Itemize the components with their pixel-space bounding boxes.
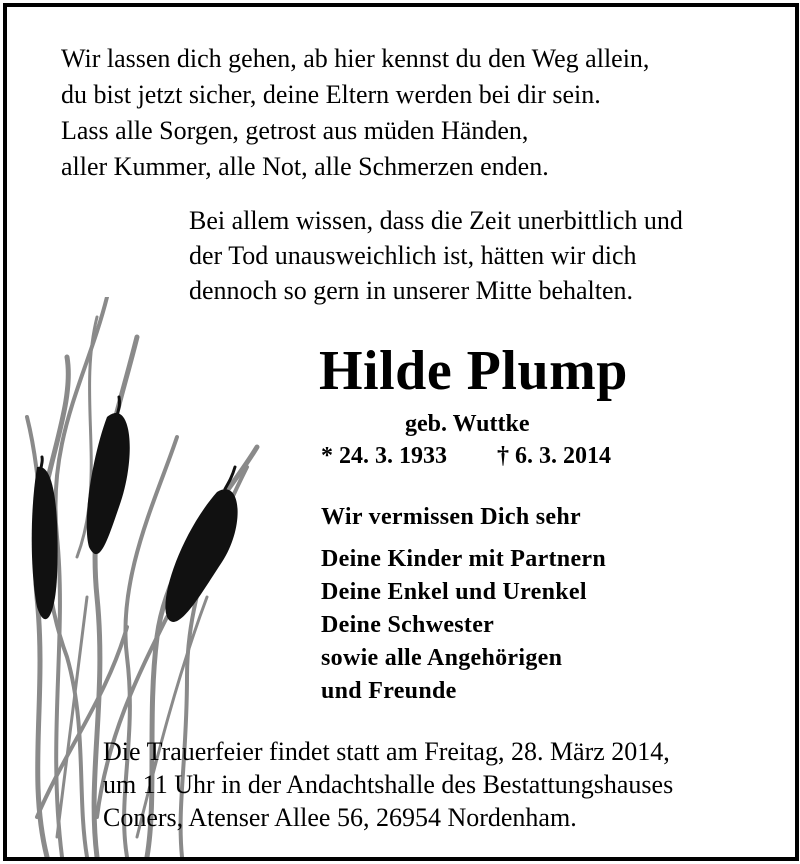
poem-line: aller Kummer, alle Not, alle Schmerzen enden. (61, 152, 549, 181)
mourners-list (321, 543, 606, 708)
mourner-line: sowie alle Angehörigen (321, 645, 563, 671)
birth-name: geb. Wuttke (405, 411, 530, 437)
mourner-line: und Freunde (321, 678, 457, 704)
birth-date: * 24. 3. 1933 (321, 443, 447, 469)
service-line: um 11 Uhr in der Andachtshalle des Bestattungshauses (103, 770, 674, 799)
quote-line: der Tod unausweichlich ist, hätten wir dich (189, 241, 637, 270)
mourner-line: Deine Schwester (321, 612, 495, 638)
poem-line: du bist jetzt sicher, deine Eltern werden bei dir sein. (61, 80, 601, 109)
poem (61, 41, 649, 185)
poem-line: Lass alle Sorgen, getrost aus müden Händen, (61, 116, 529, 145)
quote-line: dennoch so gern in unserer Mitte behalten. (189, 276, 634, 305)
quote (189, 203, 683, 308)
quote-line: Bei allem wissen, dass die Zeit unerbittlich und (189, 206, 683, 235)
obituary-notice (3, 3, 799, 861)
death-date: † 6. 3. 2014 (497, 443, 611, 469)
poem-line: Wir lassen dich gehen, ab hier kennst du den Weg allein, (61, 44, 650, 73)
funeral-service-info (103, 735, 673, 834)
miss-line: Wir vermissen Dich sehr (321, 504, 581, 530)
deceased-name: Hilde Plump (319, 340, 628, 402)
service-line: Coners, Atenser Allee 56, 26954 Nordenham. (103, 803, 577, 832)
service-line: Die Trauerfeier findet statt am Freitag, 28. März 2014, (103, 737, 670, 766)
mourner-line: Deine Enkel und Urenkel (321, 579, 587, 605)
mourner-line: Deine Kinder mit Partnern (321, 546, 607, 572)
